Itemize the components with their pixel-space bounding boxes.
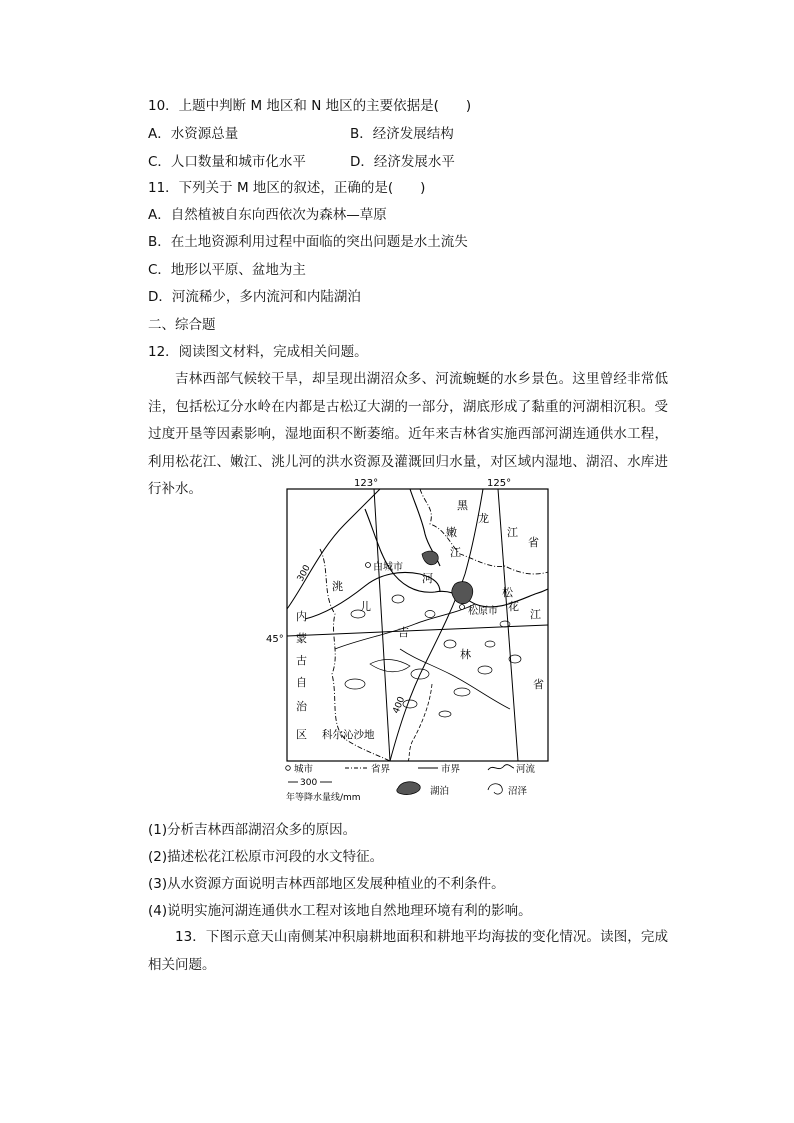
label-heilongjiang-1: 黑 [457, 499, 468, 512]
label-songhua-1: 松 [502, 586, 513, 599]
label-heilongjiang-4: 省 [528, 536, 539, 549]
jilin-west-map [250, 474, 550, 780]
legend-province-label: 省界 [371, 764, 391, 775]
label-neimeng-5: 治 [296, 700, 307, 713]
lon-label-123: 123° [354, 478, 379, 489]
marsh-14 [370, 660, 410, 672]
q12-sub-3: (3)从水资源方面说明吉林西部地区发展种植业的不利条件。 [148, 876, 505, 892]
lon-label-125: 125° [487, 478, 512, 489]
marsh-5 [485, 641, 495, 647]
label-neimeng-6: 区 [296, 728, 307, 741]
label-jilin-1: 吉 [398, 626, 409, 639]
legend-river-symbol [488, 765, 514, 770]
label-jilin-2: 林 [460, 648, 471, 661]
legend-city-label: 城市 [294, 764, 314, 775]
q12-material: 吉林西部气候较干旱，却呈现出湖沼众多、河流蜿蜒的水乡景色。这里曾经非常低洼，包括松辽分水岭在内都是古松辽大湖的一部分，湖底形成了黏重的河湖相沉积。受过度开垦等因素影响，湿地面积不断萎缩。近年来吉林省实施西部河湖连通供水工程，利用松花江、嫩江、洮儿河的洪水资源及灌溉回归水量，对区域内湿地、湖沼、水库进行补水。 [148, 371, 668, 497]
q10-stem: 10．上题中判断 M 地区和 N 地区的主要依据是( ) [148, 98, 472, 114]
section-heading: 二、综合题 [148, 317, 216, 333]
marsh-8 [454, 688, 470, 696]
legend-lake-label: 湖泊 [430, 786, 450, 797]
city-songyuan-dot [460, 605, 465, 610]
label-nenjiang-2: 江 [450, 546, 461, 559]
label-neimeng-3: 古 [296, 654, 307, 667]
q12-sub-2: (2)描述松花江松原市河段的水文特征。 [148, 849, 384, 865]
q13-stem: 13．下图示意天山南侧某冲积扇耕地面积和耕地平均海拔的变化情况。读图，完成相关问题。 [148, 929, 668, 973]
legend-isohyet-value: 300 [300, 778, 318, 788]
marsh-3 [425, 611, 435, 618]
legend-city-symbol [286, 766, 291, 771]
label-jilin-3: 省 [533, 678, 544, 691]
q11-option-c: C．地形以平原、盆地为主 [148, 262, 306, 278]
marsh-1 [392, 595, 404, 603]
q10-option-c: C．人口数量和城市化水平 [148, 154, 306, 170]
label-heilongjiang-3: 江 [507, 526, 518, 539]
label-neimeng-2: 蒙 [296, 632, 307, 645]
marsh-12 [500, 621, 510, 627]
legend-cityborder-label: 市界 [441, 764, 461, 775]
label-neimeng-4: 自 [296, 676, 307, 689]
q10-option-d: D．经济发展水平 [350, 154, 455, 170]
river-branch-2 [400, 649, 510, 709]
taoer-river [305, 573, 440, 620]
isohyet-label-300: 300 [295, 563, 313, 584]
q11-option-b: B．在土地资源利用过程中面临的突出问题是水土流失 [148, 234, 468, 250]
lat-label-45: 45° [266, 634, 284, 645]
q10-option-a: A．水资源总量 [148, 126, 239, 142]
label-songhua-3: 江 [530, 608, 541, 621]
q11-stem: 11．下列关于 M 地区的叙述，正确的是( ) [148, 180, 426, 196]
label-taoer-1: 洮 [332, 580, 343, 593]
lake-1 [422, 551, 438, 565]
label-songyuan: 松原市 [468, 606, 498, 617]
city-baicheng-dot [366, 563, 371, 568]
q12-sub-1: (1)分析吉林西部湖沼众多的原因。 [148, 822, 357, 838]
province-border-hlj [420, 489, 548, 574]
isohyet-400-line [390, 489, 483, 761]
legend-lake-symbol [397, 782, 420, 795]
legend-isohyet-label: 年等降水量线/mm [286, 793, 361, 803]
label-songhua-2: 花 [508, 600, 519, 613]
marsh-4 [444, 640, 456, 648]
marsh-13 [439, 711, 451, 717]
legend-river-label: 河流 [516, 764, 536, 775]
label-horqin: 科尔沁沙地 [322, 729, 375, 741]
label-nenjiang-1: 嫩 [446, 526, 457, 539]
isohyet-label-400: 400 [391, 695, 408, 716]
marsh-11 [345, 679, 365, 689]
label-heilongjiang-2: 龙 [478, 512, 489, 525]
label-neimeng-1: 内 [296, 610, 307, 623]
label-baicheng: 白城市 [373, 562, 403, 573]
label-taoer-2: 儿 [360, 600, 371, 613]
q11-option-a: A．自然植被自东向西依次为森林—草原 [148, 207, 387, 223]
legend-marsh-symbol [488, 784, 502, 794]
lake-2 [452, 582, 473, 604]
map-legend-row2 [250, 776, 550, 806]
q10-option-b: B．经济发展结构 [350, 126, 454, 142]
meridian-123 [374, 489, 390, 761]
q12-stem: 12．阅读图文材料，完成相关问题。 [148, 344, 368, 360]
marsh-6 [478, 666, 492, 674]
legend-marsh-label: 沼泽 [508, 786, 528, 797]
q12-sub-4: (4)说明实施河湖连通供水工程对该地自然地理环境有利的影响。 [148, 903, 532, 919]
label-he: 河 [422, 572, 433, 585]
q11-option-d: D．河流稀少，多内流河和内陆湖泊 [148, 289, 361, 305]
